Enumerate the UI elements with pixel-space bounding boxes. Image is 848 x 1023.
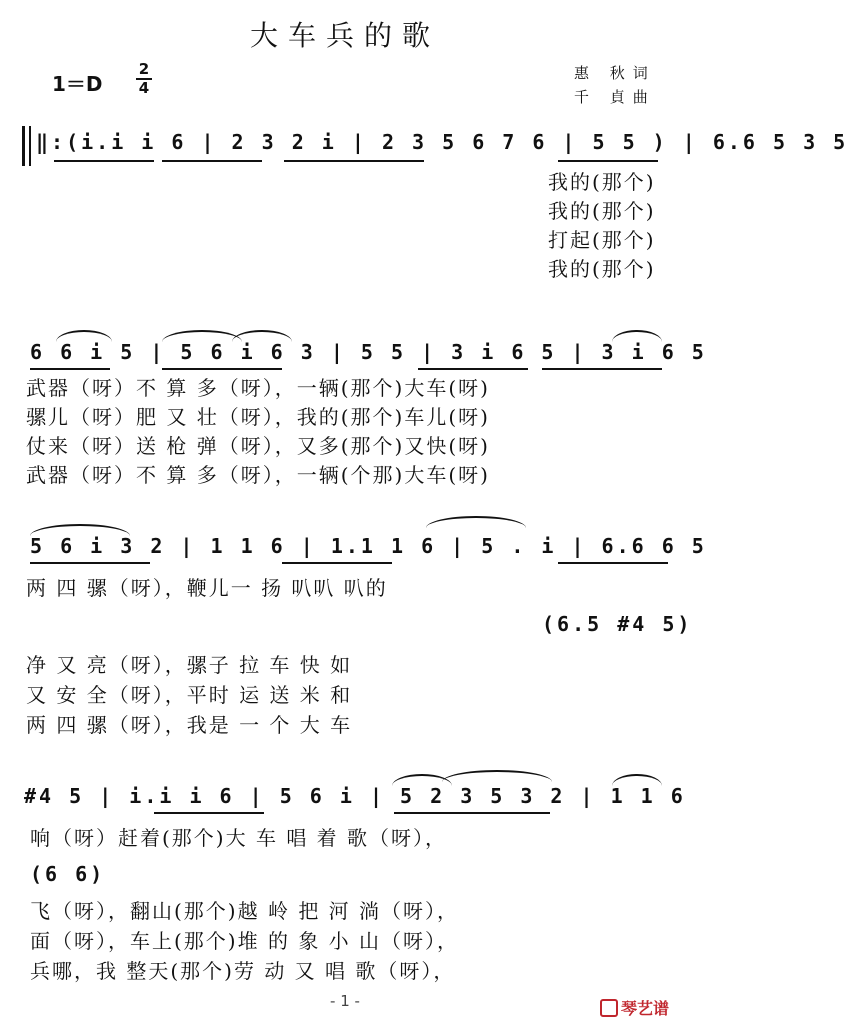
repeat-barline-thick	[22, 126, 25, 166]
beam-line	[54, 160, 154, 162]
notation-line-1: ‖:(i.i i 6 | 2 3 2 i | 2 3 5 6 7 6 | 5 5 ) | 6.6 5 3 5	[36, 130, 848, 154]
logo-icon	[600, 999, 618, 1017]
beam-line	[558, 562, 668, 564]
lyric-verse: 我的(那个)	[548, 170, 656, 194]
lyric-first-verse: 响（呀）赶着(那个)大 车 唱 着 歌（呀），	[30, 826, 448, 850]
beam-line	[282, 562, 392, 564]
time-signature-bottom: 4	[138, 79, 150, 97]
notation-line-2: 6 6 i 5 | 5 6 i 6 3 | 5 5 | 3 i 6 5 | 3 i 6 5	[30, 340, 707, 364]
lyric-block-2	[26, 374, 490, 490]
logo-text: 琴艺谱	[621, 999, 670, 1018]
beam-line	[558, 160, 658, 162]
beam-line	[162, 160, 262, 162]
page-number: - 1 -	[330, 992, 360, 1010]
lyric-verse: 我的(那个)	[548, 199, 656, 223]
score-system-2	[22, 322, 707, 492]
slur	[426, 516, 526, 528]
lyricist-credit: 惠 秋词	[574, 64, 656, 82]
score-system-4	[22, 766, 686, 986]
lyric-verse: 飞（呀），翻山(那个)越 岭 把 河 淌（呀），	[30, 899, 460, 923]
composer-credit: 千 貞曲	[574, 88, 656, 106]
lyric-block-3	[26, 650, 352, 740]
lyric-verse: 面（呀），车上(那个)堆 的 象 小 山（呀），	[30, 929, 460, 953]
time-signature-top: 2	[138, 60, 150, 78]
lyric-verse: 骡儿（呀）肥 又 壮（呀），我的(那个)车儿(呀)	[26, 405, 490, 429]
alternate-notation: (6 6)	[30, 862, 106, 886]
beam-line	[284, 160, 424, 162]
lyric-block-4	[30, 896, 459, 986]
slur	[442, 770, 552, 782]
beam-line	[30, 368, 110, 370]
lyric-verse: 武器（呀）不 算 多（呀），一辆(那个)大车(呀)	[26, 376, 490, 400]
lyric-block-1	[548, 168, 656, 284]
notation-line-4: #4 5 | i.i i 6 | 5 6 i | 5 2 3 5 3 2 | 1 1 6	[24, 784, 686, 808]
lyric-verse: 我的(那个)	[548, 257, 656, 281]
lyric-verse: 兵哪，我 整天(那个)劳 动 又 唱 歌（呀），	[30, 959, 456, 983]
lyric-verse: 武器（呀）不 算 多（呀），一辆(个那)大车(呀)	[26, 463, 490, 487]
score-system-3	[22, 516, 707, 746]
key-signature: 1＝D	[52, 72, 103, 96]
lyric-verse: 打起(那个)	[548, 228, 656, 252]
time-signature	[136, 62, 152, 96]
beam-line	[154, 812, 264, 814]
beam-line	[418, 368, 528, 370]
lyric-first-verse: 两 四 骡（呀），鞭儿一 扬 叭叭 叭的	[26, 576, 388, 600]
beam-line	[394, 812, 550, 814]
alternate-notation: (6.5 #4 5)	[542, 612, 693, 636]
repeat-barline-thin	[29, 126, 31, 166]
beam-line	[542, 368, 662, 370]
lyric-verse: 仗来（呀）送 枪 弹（呀），又多(那个)又快(呀)	[26, 434, 490, 458]
beam-line	[162, 368, 282, 370]
lyric-verse: 又 安 全（呀），平时 运 送 米 和	[26, 683, 353, 707]
lyric-verse: 净 又 亮（呀），骡子 拉 车 快 如	[26, 653, 353, 677]
notation-line-3: 5 6 i 3 2 | 1 1 6 | 1.1 1 6 | 5 . i | 6.6 6 5	[30, 534, 707, 558]
lyric-verse: 两 四 骡（呀），我是 一 个 大 车	[26, 713, 353, 737]
song-title: 大车兵的歌	[249, 19, 440, 52]
site-logo	[600, 996, 669, 1019]
beam-line	[30, 562, 150, 564]
score-system-1	[22, 120, 848, 290]
